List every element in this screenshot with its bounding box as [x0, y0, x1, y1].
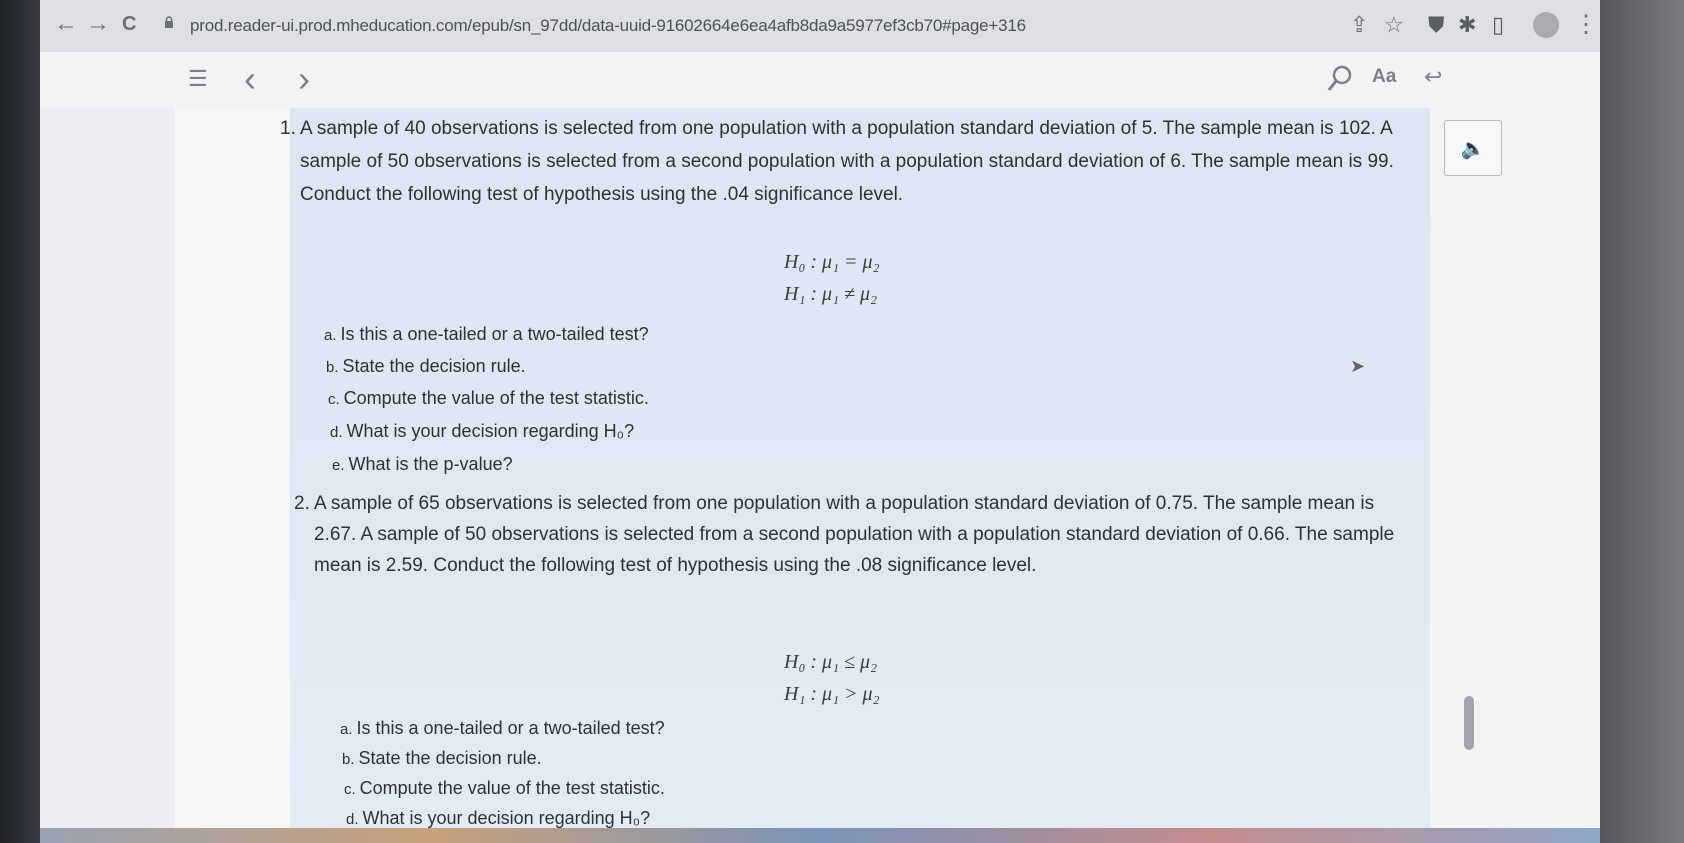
- right-margin: [1430, 108, 1600, 836]
- star-icon[interactable]: ☆: [1384, 12, 1404, 37]
- problem-1-number: 1.: [280, 118, 296, 139]
- mouse-cursor: ➤: [1350, 356, 1366, 376]
- shield-icon[interactable]: ⛊: [1428, 12, 1445, 37]
- menu-icon[interactable]: ⋮: [1574, 11, 1598, 38]
- previous-page-icon[interactable]: ‹: [244, 58, 256, 99]
- search-icon[interactable]: [1326, 64, 1354, 94]
- problem-2-number: 2.: [294, 493, 310, 514]
- problem-1-alt-hypothesis: H₁ : μ₁ ≠ μ₂: [784, 283, 878, 305]
- audio-button[interactable]: [1444, 120, 1502, 176]
- next-page-icon[interactable]: ›: [298, 58, 310, 99]
- reader-toolbar: [40, 52, 1600, 109]
- forward-button[interactable]: →: [86, 10, 110, 37]
- table-of-contents-icon[interactable]: ☰: [188, 66, 208, 91]
- problem-1-item-d: d. What is your decision regarding H₀?: [330, 421, 635, 441]
- problem-1-statement: [280, 112, 1430, 211]
- scrollbar-thumb[interactable]: [1464, 696, 1474, 750]
- taskbar-strip: [40, 828, 1600, 843]
- problem-2-text: A sample of 65 observations is selected from one population with a population standard deviation of 0.75. The sample mean is 2.67. A sample of 50 observations is selected from a second population with a population standard deviation of 0.66. The sample mean is 2.59. Conduct the following test of hypothesis using the .08 significance level.: [314, 493, 1395, 576]
- problem-1-item-e: e. What is the p-value?: [332, 454, 513, 474]
- problem-2-item-b: b. State the decision rule.: [342, 748, 542, 768]
- screen: [40, 0, 1600, 836]
- problem-1-item-b: b. State the decision rule.: [326, 356, 526, 376]
- browser-address-bar: [40, 0, 1600, 53]
- problem-1-hypotheses: [784, 246, 880, 310]
- problem-2-item-a: a. Is this a one-tailed or a two-tailed test?: [340, 718, 665, 738]
- extensions-icon[interactable]: ✱: [1458, 12, 1477, 37]
- sidebar-icon[interactable]: ▯: [1492, 12, 1505, 37]
- return-icon[interactable]: ↩: [1424, 64, 1443, 89]
- monitor-bezel-left: [0, 0, 42, 843]
- problem-2-hypotheses: [784, 646, 880, 710]
- reload-button[interactable]: C: [122, 13, 137, 35]
- problem-2-alt-hypothesis: H₁ : μ₁ > μ₂: [784, 683, 880, 705]
- problem-2-null-hypothesis: H₀ : μ₁ ≤ μ₂: [784, 651, 878, 673]
- problem-1-item-a: a. Is this a one-tailed or a two-tailed test?: [324, 324, 649, 344]
- speaker-icon: 🔈: [1460, 137, 1486, 160]
- url-field[interactable]: prod.reader-ui.prod.mheducation.com/epub/sn_97dd/data-uuid-91602664e6ea4afb8da9a5977ef3cb70#page+316: [190, 16, 1026, 35]
- problem-1-text: A sample of 40 observations is selected from one population with a population standard deviation of 5. The sample mean is 102. A sample of 50 observations is selected from a second population with a population standard deviation of 6. The sample mean is 99. Conduct the following test of hypothesis using the .04 significance level.: [300, 118, 1394, 205]
- left-margin: [175, 108, 290, 836]
- font-settings-button[interactable]: Aa: [1372, 66, 1397, 87]
- problem-1-item-c: c. Compute the value of the test statistic.: [328, 388, 649, 408]
- problem-2-item-d: d. What is your decision regarding H₀?: [346, 808, 651, 828]
- back-button[interactable]: ←: [54, 10, 78, 37]
- lock-icon: [164, 16, 174, 28]
- profile-icon[interactable]: [1533, 12, 1559, 38]
- share-icon[interactable]: ⇪: [1350, 12, 1369, 37]
- problem-1-null-hypothesis: H₀ : μ₁ = μ₂: [784, 251, 880, 273]
- problem-2-statement: [294, 488, 1414, 581]
- problem-2-item-c: c. Compute the value of the test statistic.: [344, 778, 665, 798]
- monitor-bezel-right: [1600, 0, 1684, 843]
